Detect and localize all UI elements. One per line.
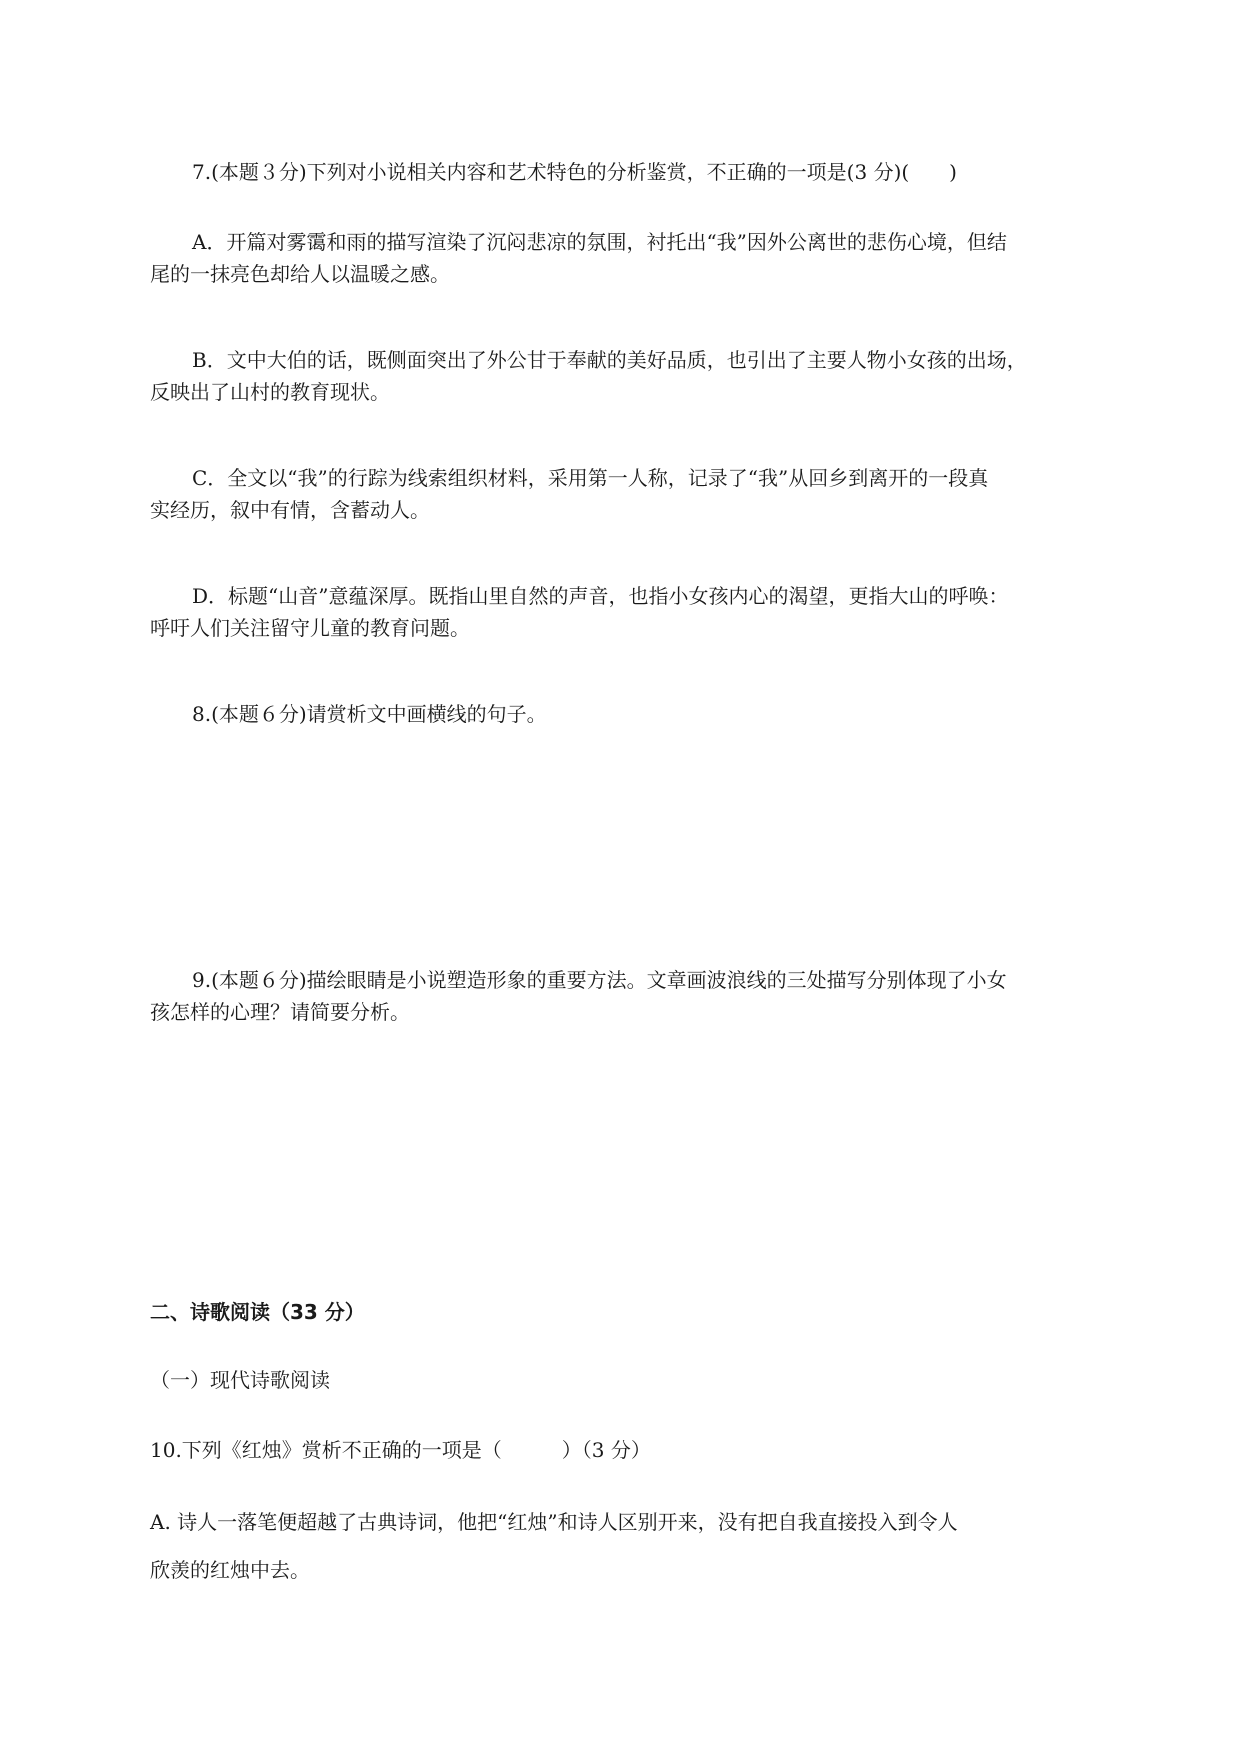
question-7-option-a — [150, 226, 1110, 290]
section-2-subheading-block — [150, 1364, 1110, 1396]
question-8-stem: 8.(本题６分)请赏析文中画横线的句子。 — [192, 702, 547, 726]
q10-option-a-line-2: 欣羡的红烛中去。 — [150, 1558, 310, 1582]
question-7-stem: 7.(本题３分)下列对小说相关内容和艺术特色的分析鉴赏，不正确的一项是(3 分)( ) — [192, 160, 957, 184]
option-b-line-2: 反映出了山村的教育现状。 — [150, 380, 390, 404]
question-7-option-b — [150, 344, 1110, 408]
question-7-option-d — [150, 580, 1110, 644]
question-9 — [150, 964, 1110, 1028]
question-7-option-c — [150, 462, 1110, 526]
question-8 — [150, 698, 1110, 730]
option-b-line-1: B．文中大伯的话，既侧面突出了外公甘于奉献的美好品质，也引出了主要人物小女孩的出场， — [192, 348, 1027, 372]
question-10-option-a — [150, 1506, 1110, 1586]
question-10 — [150, 1434, 1110, 1466]
option-c-line-1: C．全文以“我”的行踪为线索组织材料，采用第一人称，记录了“我”从回乡到离开的一段真 — [192, 466, 989, 490]
option-a-line-1: A．开篇对雾霭和雨的描写渲染了沉闷悲凉的氛围，衬托出“我”因外公离世的悲伤心境，但结 — [192, 230, 1007, 254]
option-c-line-2: 实经历，叙中有情，含蓄动人。 — [150, 498, 430, 522]
section-2-heading-block — [150, 1296, 1110, 1328]
question-7 — [150, 156, 1110, 188]
question-10-stem: 10.下列《红烛》赏析不正确的一项是（ ）（3 分） — [150, 1438, 651, 1462]
option-d-line-2: 呼吁人们关注留守儿童的教育问题。 — [150, 616, 470, 640]
section-heading: 二、诗歌阅读（33 分） — [150, 1300, 365, 1324]
option-d-line-1: D．标题“山音”意蕴深厚。既指山里自然的声音，也指小女孩内心的渴望，更指大山的呼唤： — [192, 584, 1009, 608]
q10-option-a-line-1: A. 诗人一落笔便超越了古典诗词，他把“红烛”和诗人区别开来，没有把自我直接投入到令人 — [150, 1510, 958, 1534]
question-9-line-1: 9.(本题６分)描绘眼睛是小说塑造形象的重要方法。文章画波浪线的三处描写分别体现了小女 — [192, 968, 1007, 992]
question-9-line-2: 孩怎样的心理？请简要分析。 — [150, 1000, 410, 1024]
sub-heading: （一）现代诗歌阅读 — [150, 1368, 330, 1392]
option-a-line-2: 尾的一抹亮色却给人以温暖之感。 — [150, 262, 450, 286]
